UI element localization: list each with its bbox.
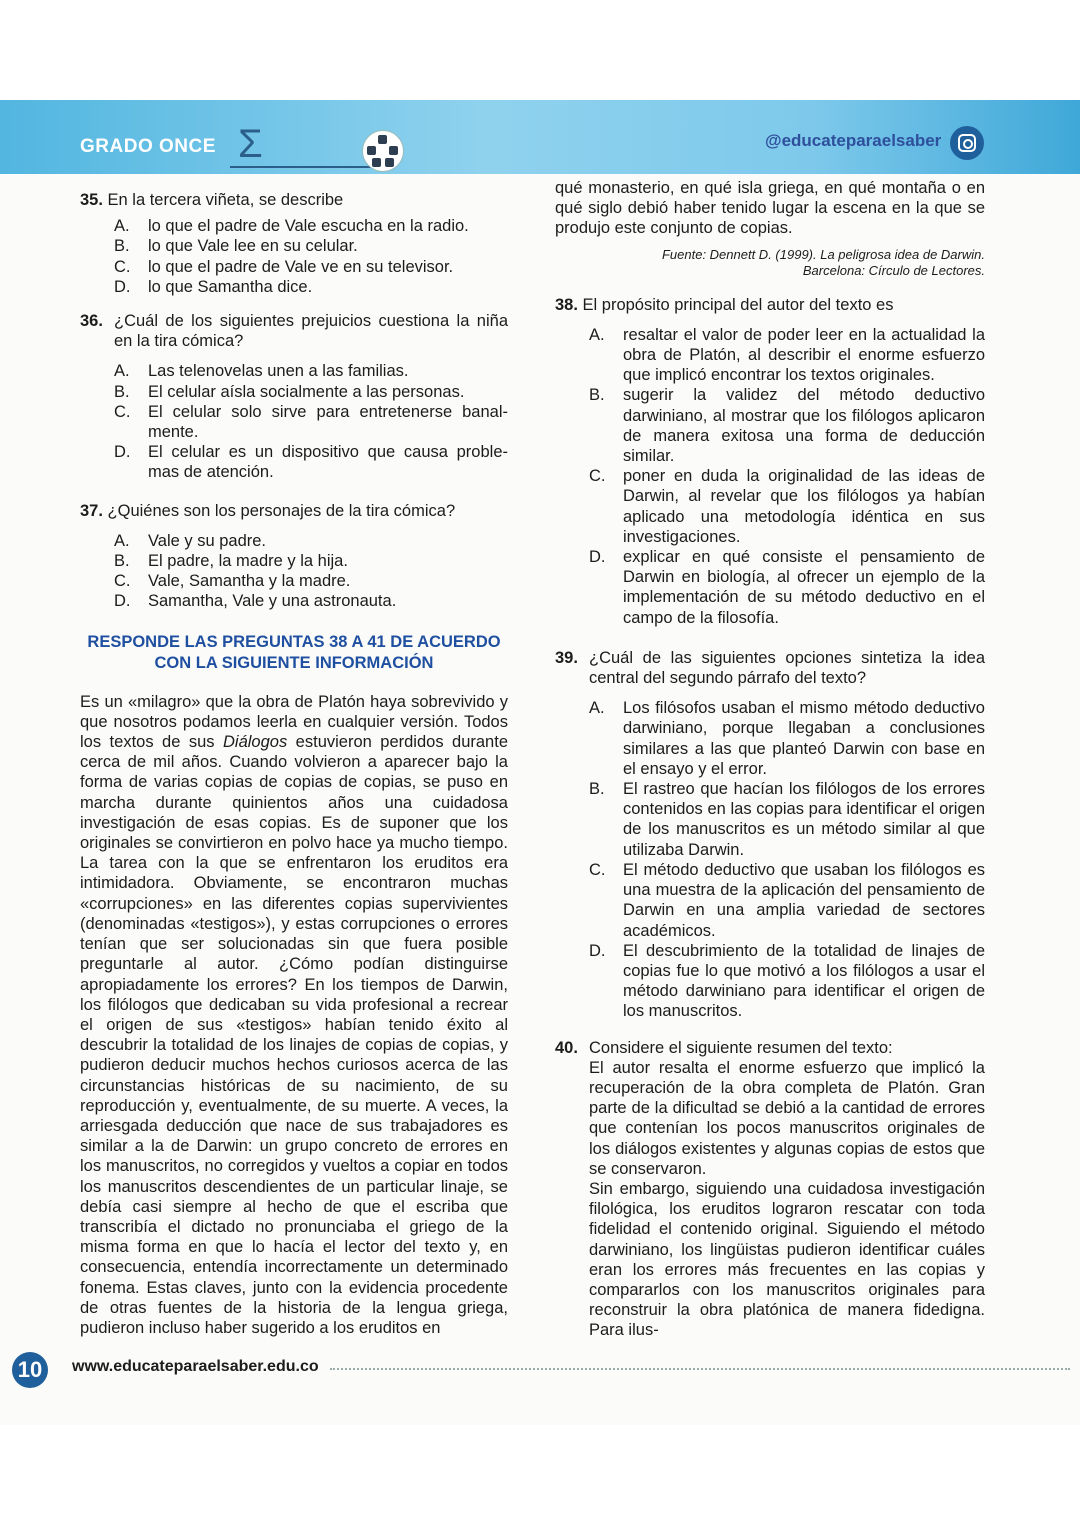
instagram-icon[interactable] xyxy=(950,126,984,160)
left-column xyxy=(80,190,508,1338)
reading-passage: Es un «milagro» que la obra de Platón haya sobrevivido y que nosotros podamos leerla en cualquier versión. Todos los textos de sus Diálogos estuvieron perdidos durante cerca de mil años. Cuando volvieron a aparecer bajo la forma de varias copias de copias de copias, se puso en marcha durante quinientos años una cuidadosa investigación de esas copias. Es de suponer que los originales se convirtieron en polvo hace ya mucho tiempo. La tarea con la que se enfrentaron los eruditos era intimidadora. Obviamente, se encontraron muchas «corrupciones» en las diferentes copias supervivientes (denominadas «testigos»), y estas corrupciones o errores tenían que ser solucionadas sin que fuera posible preguntarle al autor. ¿Cómo podían distinguirse apropiadamente los errores? En los tiempos de Darwin, los filólogos que dedicaban su vida profesional a recrear el origen de sus «testigos» habían tenido éxito al descubrir la totalidad de los linajes de copias de copias, y pudieron deducir muchos hechos curiosos acerca de las circunstancias históricas de su nacimiento, de su reproducción y, eventualmente, de su muerte. A veces, la arriesgada deducción que nace de sus trabajadores es similar a la de Darwin: un grupo concreto de errores en los manuscritos, no corregidos y vueltos a copiar en todos los manuscritos descendientes de un particular linaje, se debía casi siempre al hecho de que el escriba que transcribía el dictado no pronunciaba el griego de la misma forma en que lo hacía el lector del texto y, en consecuencia, entendía incorrectamente un determinado fonema. Estas claves, junto con la evidencia procedente de otras fuentes de la historia de la lengua griega, pudieron incluso haber sugerido a los eruditos en xyxy=(80,692,508,1337)
option-a: A. resaltar el valor de poder leer en la actualidad la obra de Platón, al describir el enorme esfuerzo que implicó encontrar los textos originales. xyxy=(589,325,985,385)
instagram-handle[interactable]: @educateparaelsaber xyxy=(765,131,942,150)
option-d: D. El celular es un dispositivo que causa proble-mas de atención. xyxy=(114,443,508,482)
option-c: C. El método deductivo que usaban los filólogos es una muestra de la aplicación del pensamiento de Darwin en una amplia variedad de sectores académicos. xyxy=(589,860,985,940)
question-39: 39. ¿Cuál de las siguientes opciones sintetiza la idea central del segundo párrafo del texto? A. Los filósofos usaban el mismo método deductivo darwiniano, porque llegaban a conclusiones similares a las que planteó Darwin con base en el ensayo y el error. B. El rastreo que hacían los filólogos de los errores contenidos en las copias para identificar el origen de los manuscritos es un método similar al que utilizaba Darwin. C. El método deductivo que usaban los filólogos es una muestra de la aplicación del pensamiento de Darwin en una amplia variedad de sectores académicos. D. El descubrimiento de la totalidad de linajes de copias fue lo que motivó a los filólogos a usar el método darwiniano para identificar el origen de los manuscritos. xyxy=(555,648,985,1021)
option-c: C. poner en duda la originalidad de las ideas de Darwin, al revelar que los filólogos ya habían aplicado una metodología idéntica en sus investigaciones. xyxy=(589,467,985,546)
question-38: 38. El propósito principal del autor del texto es A. resaltar el valor de poder leer en la actualidad la obra de Platón, al describir el enorme esfuerzo que implicó encontrar los textos originales. B. sugerir la validez del método deductivo darwiniano, al mostrar que los filólogos aplicaron de manera exitosa una forma de deducción similar. C. poner en duda la originalidad de las ideas de Darwin, al revelar que los filólogos ya habían aplicado una metodología idéntica en sus investigaciones. D. explicar en qué consiste el pensamiento de Darwin en biología, al ofrecer un ejemplo de la implementación de su método deductivo en el campo de la filosofía. xyxy=(555,295,985,627)
question-text: ¿Cuál de las siguientes opciones sintetiza la idea central del segundo párrafo del texto? xyxy=(589,648,985,688)
source-citation: Fuente: Dennett D. (1999). La peligrosa idea de Darwin. Barcelona: Círculo de Lectores. xyxy=(661,246,985,278)
right-column xyxy=(555,178,985,1341)
option-a: A. lo que el padre de Vale escucha en la radio. xyxy=(114,217,469,236)
option-c: C. lo que el padre de Vale ve en su televisor. xyxy=(114,257,454,276)
option-b: B. El padre, la madre y la hija. xyxy=(114,552,348,571)
option-a: A. Los filósofos usaban el mismo método deductivo darwiniano, porque llegaban a conclusiones similares a las que planteó Darwin con base en el ensayo y el error. xyxy=(589,699,985,778)
option-b: B. El celular aísla socialmente a las personas. xyxy=(114,382,465,401)
summary-paragraph-2: Sin embargo, siguiendo una cuidadosa investigación filológica, los eruditos lograron rescatar con toda fidelidad el contenido original. Siguiendo el método darwiniano, los lingüistas pudieron identificar cuáles eran los errores más frecuentes en las copias y compararlos con los manuscritos originales para reconstruir la obra platónica de manera fidedigna. Para ilus- xyxy=(589,1179,985,1340)
page-number: 10 xyxy=(12,1352,48,1388)
option-b: B. sugerir la validez del método deductivo darwiniano, al mostrar que los filólogos aplicaron de manera exitosa una forma de deducción similar. xyxy=(589,386,985,466)
option-a: A. Vale y su padre. xyxy=(114,531,267,550)
question-text: ¿Quiénes son los personajes de la tira cómica? xyxy=(107,501,456,520)
option-d: D. lo que Samantha dice. xyxy=(114,277,313,296)
question-text: En la tercera viñeta, se describe xyxy=(107,191,344,209)
footer-divider xyxy=(330,1368,1070,1370)
sigma-icon: Σ xyxy=(238,122,263,166)
section-heading: RESPONDE LAS PREGUNTAS 38 A 41 DE ACUERDO CON LA SIGUIENTE INFORMACIÓN xyxy=(87,632,501,672)
grade-label: GRADO ONCE xyxy=(80,136,216,157)
footer-url[interactable]: www.educateparaelsaber.edu.co xyxy=(72,1358,319,1375)
option-b: B. El rastreo que hacían los filólogos de los errores contenidos en las copias para identificar el origen de los manuscritos es un método similar al que utilizaba Darwin. xyxy=(589,780,985,859)
summary-paragraph-1: El autor resalta el enorme esfuerzo que implicó la recuperación de la obra completa de Platón. Gran parte de la dificultad se debió a la cantidad de errores que contenían los pocos manuscritos originales de los diálogos existentes y algunas copias de estos que se conservaron. xyxy=(589,1058,985,1178)
question-text: ¿Cuál de los siguientes prejuicios cuestiona la niña en la tira cómica? xyxy=(114,312,508,351)
option-d: D. El descubrimiento de la totalidad de linajes de copias fue lo que motivó a los filólogos a usar el método darwiniano para identificar el origen de los manuscritos. xyxy=(589,941,985,1021)
question-36: 36. ¿Cuál de los siguientes prejuicios cuestiona la niña en la tira cómica? A. Las telenovelas unen a las familias. B. El celular aísla socialmente a las personas. C. El celular solo sirve para entretenerse banal-mente. D. El celular es un dispositivo que causa proble-mas de atención. xyxy=(80,312,508,482)
option-a: A. Las telenovelas unen a las familias. xyxy=(114,362,409,381)
question-37: 37. ¿Quiénes son los personajes de la tira cómica? A. Vale y su padre. B. El padre, la madre y la hija. C. Vale, Samantha y la madre. D. Samantha, Vale y una astronauta. xyxy=(80,501,508,612)
passage-continuation: qué monasterio, en qué isla griega, en qué montaña o en qué siglo debió haber tenido lugar la escena en la que se produjo este conjunto de copias. xyxy=(555,179,985,238)
soccer-ball-icon xyxy=(362,130,404,172)
question-text: El propósito principal del autor del texto es xyxy=(582,295,894,314)
option-d: D. explicar en qué consiste el pensamiento de Darwin en biología, al ofrecer un ejemplo de la implementación de su método deductivo en el campo de la filosofía. xyxy=(589,548,985,627)
question-35: 35. En la tercera viñeta, se describe A. lo que el padre de Vale escucha en la radio. B. lo que Vale lee en su celular. C. lo que el padre de Vale ve en su televisor. D. lo que Samantha dice. xyxy=(80,190,508,297)
question-40: 40. Considere el siguiente resumen del texto: El autor resalta el enorme esfuerzo que implicó la recuperación de la obra completa de Platón. Gran parte de la dificultad se debió a la cantidad de errores que contenían los pocos manuscritos originales de los diálogos existentes y algunas copias de estos que se conservaron. Sin embargo, siguiendo una cuidadosa investigación filológica, los eruditos lograron rescatar con toda fidelidad el contenido original. Siguiendo el método darwiniano, los lingüistas pudieron identificar cuáles eran los errores más frecuentes en las copias y compararlos con los manuscritos originales para reconstruir la obra platónica de manera fidedigna. Para ilus- xyxy=(555,1038,985,1340)
option-d: D. Samantha, Vale y una astronauta. xyxy=(114,592,397,611)
question-text: Considere el siguiente resumen del texto: xyxy=(589,1038,893,1057)
header-underline xyxy=(230,166,380,168)
option-b: B. lo que Vale lee en su celular. xyxy=(114,237,358,256)
option-c: C. El celular solo sirve para entretenerse banal-mente. xyxy=(114,402,508,442)
option-c: C. Vale, Samantha y la madre. xyxy=(114,572,351,591)
